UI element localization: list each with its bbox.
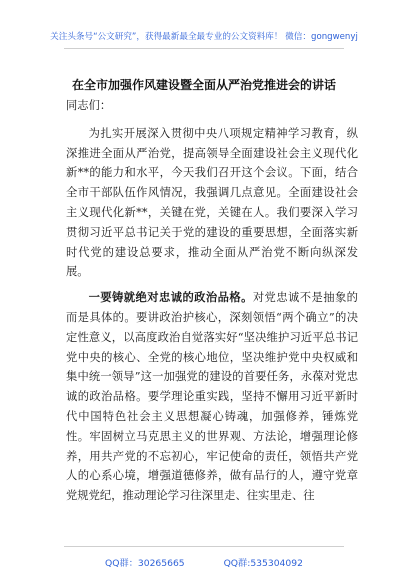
header-promo-note: 关注头条号“公文研究”，获得最新最全最专业的公文资料库！ 微信：gongwenyj bbox=[50, 32, 358, 42]
paragraph-2-heading: 一要铸就绝对忠诚的政治品格。 bbox=[88, 291, 253, 305]
paragraph-2-body: 对党忠诚不是抽象的而是具体的。要讲政治护核心，深刻领悟“两个确立”的决定性意义，以高度政治自觉落实好“坚决维护习近平总书记党中央的核心、全党的核心地位，坚决维护党中央权威和集中统一领导”这一加强党的建设的首要任务，永葆对党忠诚的政治品格。要学理论重实践，坚持不懈用习近平新时代中国特色社会主义思想凝心铸魂，加强修养，锤炼党性。牢固树立马克思主义的世界观、方法论，增强理论修养，用共产党的不忘初心，牢记使命的责任，领悟共产党人的心系心境，增强道德修养，做有品行的人，遵守党章党规党纪，推动理论学习往深里走、往实里走、往 bbox=[66, 291, 358, 503]
header-divider bbox=[64, 48, 344, 49]
paragraph-1: 为扎实开展深入贯彻中央八项规定精神学习教育，纵深推进全面从严治党，提高领导全面建设社会主义现代化新**的能力和水平，今天我们召开这个会议。下面，结合全市干部队伍作风情况，我强调几点意见。全面建设社会主义现代化新**，关键在党，关键在人。我们要深入学习贯彻习近平总书记关于党的建设的重要思想，全面落实新时代党的建设总要求，推动全面从严治党不断向纵深发展。 bbox=[66, 126, 358, 279]
footer-qq-group-2: QQ群:535304092 bbox=[223, 558, 303, 569]
footer-divider bbox=[64, 546, 344, 547]
paragraph-2 bbox=[66, 288, 358, 506]
document-body bbox=[66, 96, 358, 506]
salutation: 同志们： bbox=[66, 99, 112, 112]
footer bbox=[0, 555, 408, 569]
footer-qq-group-1: QQ群：30265665 bbox=[105, 558, 185, 569]
document-title: 在全市加强作风建设暨全面从严治党推进会的讲话 bbox=[71, 78, 336, 92]
